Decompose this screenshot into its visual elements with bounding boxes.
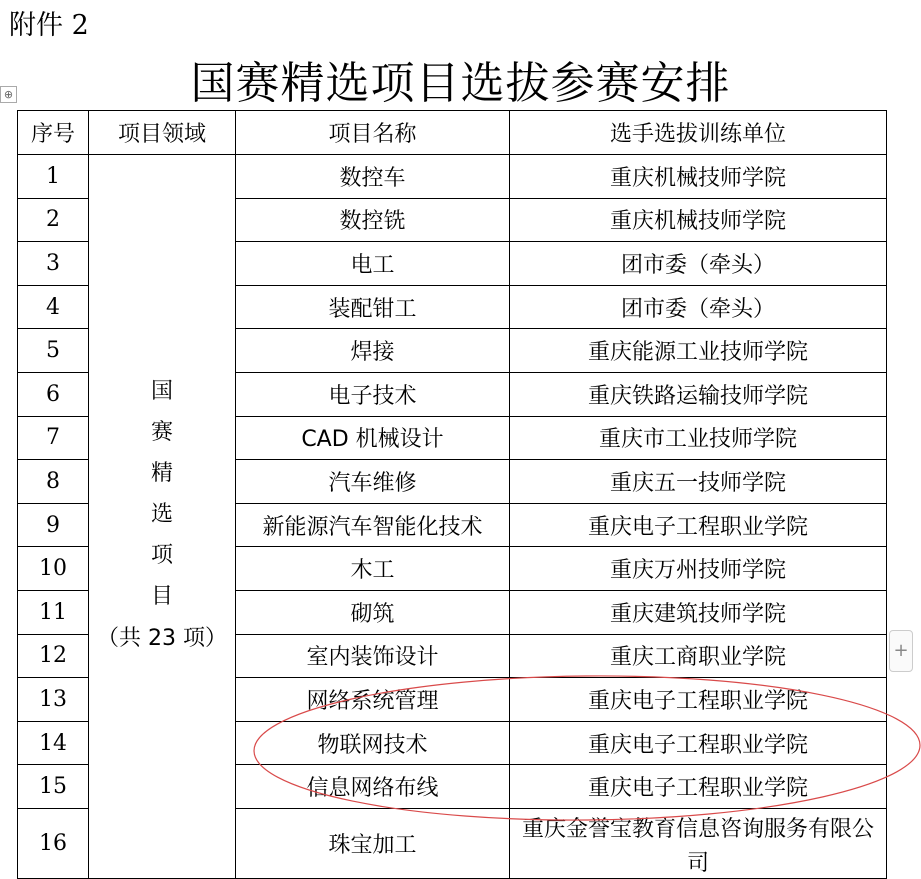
selection-table [17, 110, 887, 879]
cell-training-unit: 重庆电子工程职业学院 [510, 721, 887, 765]
cell-training-unit: 重庆能源工业技师学院 [510, 329, 887, 373]
cell-training-unit: 重庆五一技师学院 [510, 460, 887, 504]
cell-project-name: 汽车维修 [236, 460, 510, 504]
cell-training-unit: 重庆电子工程职业学院 [510, 765, 887, 809]
field-char: 目 [150, 584, 173, 610]
cell-training-unit: 重庆建筑技师学院 [510, 590, 887, 634]
cell-training-unit: 重庆机械技师学院 [510, 198, 887, 242]
field-note: （共 23 项） [97, 626, 227, 652]
cell-seq: 10 [18, 547, 89, 591]
cell-project-name: 数控铣 [236, 198, 510, 242]
cell-project-name: 室内装饰设计 [236, 634, 510, 678]
field-char: 选 [150, 502, 173, 528]
cell-training-unit: 重庆工商职业学院 [510, 634, 887, 678]
header-name: 项目名称 [236, 111, 510, 155]
cell-seq: 2 [18, 198, 89, 242]
cell-seq: 7 [18, 416, 89, 460]
cell-training-unit: 重庆机械技师学院 [510, 155, 887, 199]
cell-project-name: 数控车 [236, 155, 510, 199]
cell-seq: 11 [18, 590, 89, 634]
cell-training-unit: 重庆万州技师学院 [510, 547, 887, 591]
header-seq: 序号 [18, 111, 89, 155]
cell-seq: 5 [18, 329, 89, 373]
cell-training-unit: 团市委（牵头） [510, 242, 887, 286]
cell-training-unit: 重庆市工业技师学院 [510, 416, 887, 460]
cell-project-name: 信息网络布线 [236, 765, 510, 809]
field-char: 精 [150, 461, 173, 487]
cell-project-name: 物联网技术 [236, 721, 510, 765]
cell-training-unit-text: 重庆金誉宝教育信息咨询服务有限公司 [521, 816, 874, 876]
cell-seq: 16 [18, 808, 89, 878]
table-row [18, 155, 887, 199]
cell-seq: 12 [18, 634, 89, 678]
cell-training-unit [510, 808, 887, 878]
add-column-button[interactable]: + [889, 630, 913, 672]
cell-project-name: 焊接 [236, 329, 510, 373]
cell-seq: 1 [18, 155, 89, 199]
cell-seq: 6 [18, 372, 89, 416]
cell-project-name: 木工 [236, 547, 510, 591]
cell-seq: 8 [18, 460, 89, 504]
cell-seq: 4 [18, 285, 89, 329]
cell-seq: 13 [18, 678, 89, 722]
cell-seq: 9 [18, 503, 89, 547]
cell-field [89, 155, 236, 879]
cell-seq: 14 [18, 721, 89, 765]
cell-project-name: 珠宝加工 [236, 808, 510, 878]
cell-seq: 15 [18, 765, 89, 809]
cell-project-name: 网络系统管理 [236, 678, 510, 722]
attachment-label: 附件 2 [9, 10, 89, 41]
field-char: 项 [150, 543, 173, 569]
cell-project-name: 新能源汽车智能化技术 [236, 503, 510, 547]
header-unit: 选手选拔训练单位 [510, 111, 887, 155]
cell-project-name: 砌筑 [236, 590, 510, 634]
cell-training-unit: 重庆铁路运输技师学院 [510, 372, 887, 416]
cell-seq: 3 [18, 242, 89, 286]
table-move-handle-icon[interactable]: ⊕ [0, 86, 17, 103]
field-char: 国 [150, 379, 173, 405]
field-char: 赛 [150, 420, 173, 446]
cell-project-name: 装配钳工 [236, 285, 510, 329]
cell-training-unit: 团市委（牵头） [510, 285, 887, 329]
cell-project-name: 电工 [236, 242, 510, 286]
cell-training-unit: 重庆电子工程职业学院 [510, 503, 887, 547]
cell-project-name: CAD 机械设计 [236, 416, 510, 460]
page-title: 国赛精选项目选拔参赛安排 [190, 58, 731, 109]
header-field: 项目领域 [89, 111, 236, 155]
cell-project-name: 电子技术 [236, 372, 510, 416]
cell-training-unit: 重庆电子工程职业学院 [510, 678, 887, 722]
